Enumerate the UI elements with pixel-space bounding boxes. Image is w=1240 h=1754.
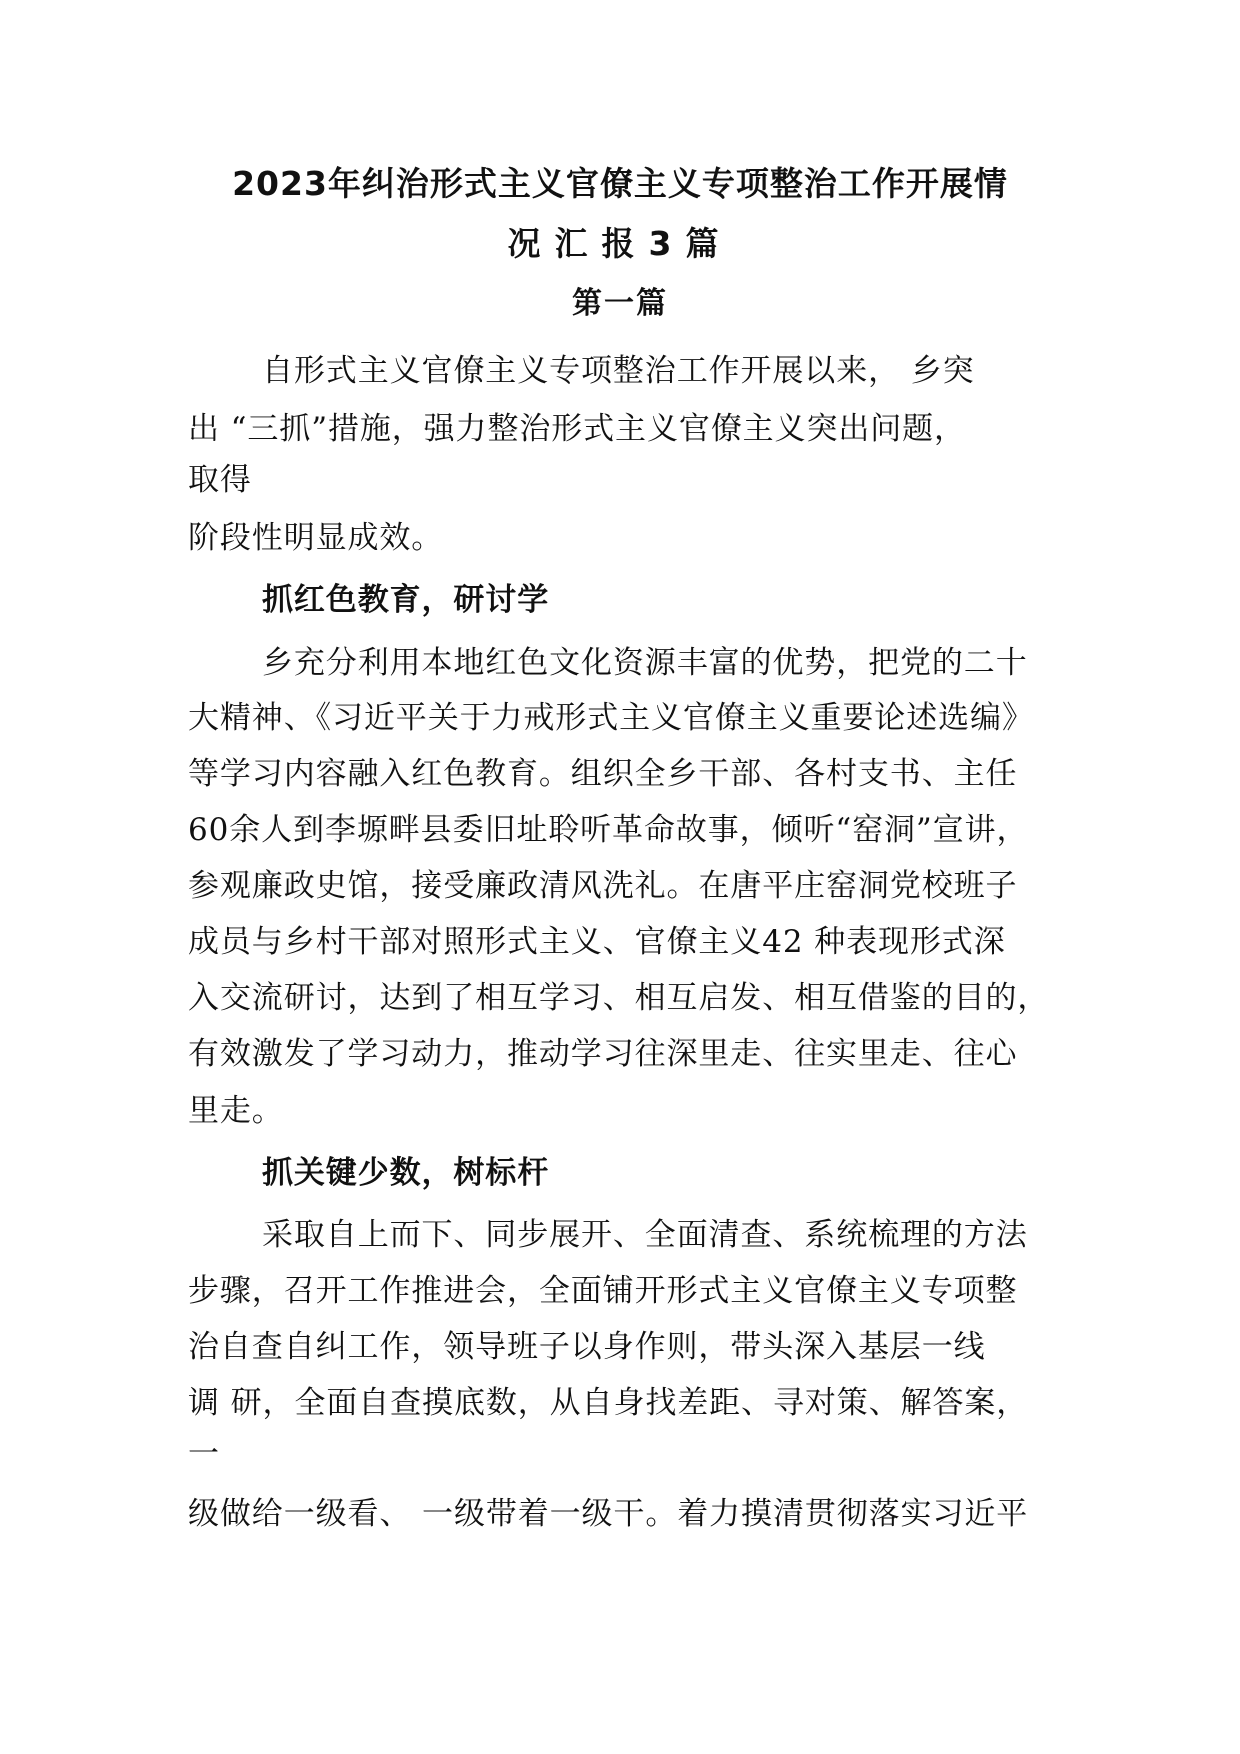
part-title: 第一篇 bbox=[572, 286, 668, 321]
text-line: 治自查自纠工作，领导班子以身作则，带头深入基层一线 bbox=[188, 1329, 986, 1365]
text-line: 参观廉政史馆，接受廉政清风洗礼。在唐平庄窑洞党校班子 bbox=[188, 868, 1018, 904]
section-heading: 抓关键少数，树标杆 bbox=[262, 1155, 550, 1191]
text-line: 入交流研讨，达到了相互学习、相互启发、相互借鉴的目的， bbox=[188, 980, 1050, 1016]
text-line: 60余人到李塬畔县委旧址聆听革命故事，倾听“窑洞”宣讲， bbox=[188, 812, 1029, 848]
text-line: 取得 bbox=[188, 462, 252, 498]
text-line: 自形式主义官僚主义专项整治工作开展以来， 乡突 bbox=[262, 353, 975, 389]
document-title-line-2: 况汇报3篇 bbox=[507, 224, 733, 263]
text-line: 里走。 bbox=[188, 1093, 284, 1129]
text-line: 阶段性明显成效。 bbox=[188, 520, 444, 556]
text-line: 采取自上而下、同步展开、全面清查、系统梳理的方法 bbox=[262, 1217, 1028, 1253]
text-line: 一 bbox=[188, 1436, 220, 1472]
text-line: 调 研，全面自查摸底数，从自身找差距、寻对策、解答案， bbox=[188, 1385, 1029, 1421]
text-line: 成员与乡村干部对照形式主义、官僚主义42 种表现形式深 bbox=[188, 924, 1006, 960]
text-line: 出 “三抓”措施，强力整治形式主义官僚主义突出问题， bbox=[188, 411, 966, 447]
section-heading: 抓红色教育，研讨学 bbox=[262, 582, 550, 618]
text-line: 级做给一级看、 一级带着一级干。着力摸清贯彻落实习近平 bbox=[188, 1496, 1029, 1532]
text-line: 大精神、《习近平关于力戒形式主义官僚主义重要论述选编》 bbox=[188, 700, 1034, 736]
text-line: 乡充分利用本地红色文化资源丰富的优势，把党的二十 bbox=[262, 645, 1028, 681]
document-title-line-1: 2023年纠治形式主义官僚主义专项整治工作开展情 bbox=[232, 164, 1008, 203]
text-line: 等学习内容融入红色教育。组织全乡干部、各村支书、主任 bbox=[188, 756, 1018, 792]
text-line: 有效激发了学习动力，推动学习往深里走、往实里走、往心 bbox=[188, 1036, 1018, 1072]
text-line: 步骤，召开工作推进会，全面铺开形式主义官僚主义专项整 bbox=[188, 1273, 1018, 1309]
